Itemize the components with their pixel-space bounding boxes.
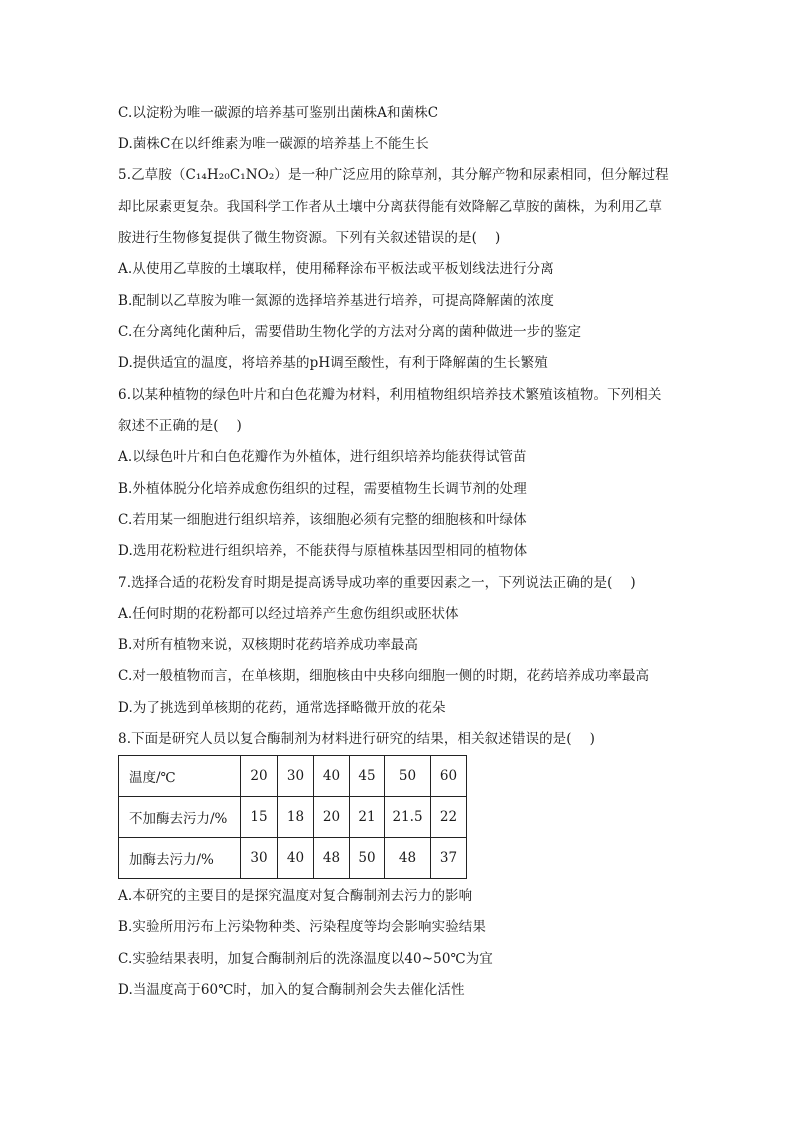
row-label: 温度/℃: [119, 756, 241, 797]
table-cell: 45: [350, 756, 385, 797]
text-line-18: C.对一般植物而言，在单核期，细胞核由中央移向细胞一侧的时期，花药培养成功率最高: [118, 668, 650, 684]
table-cell: 22: [431, 797, 467, 838]
table-cell: 21.5: [385, 797, 431, 838]
row-label: 加酶去污力/%: [119, 838, 241, 879]
text-line-10: 叙述不正确的是( ): [118, 418, 242, 434]
text-line-5: A.从使用乙草胺的土壤取样，使用稀释涂布平板法或平板划线法进行分离: [118, 261, 554, 277]
table-row: [119, 756, 467, 797]
text-line-2: 5.乙草胺（C₁₄H₂₀C₁NO₂）是一种广泛应用的除草剂，其分解产物和尿素相同，但分解过程: [118, 167, 669, 183]
text-line-11: A.以绿色叶片和白色花瓣作为外植体，进行组织培养均能获得试管苗: [118, 449, 527, 465]
table-cell: 20: [241, 756, 278, 797]
table-cell: 30: [241, 838, 278, 879]
table-cell: 50: [350, 838, 385, 879]
text-line-14: D.选用花粉粒进行组织培养，不能获得与原植株基因型相同的植物体: [118, 543, 528, 559]
table-row: [119, 797, 467, 838]
text-line-4: 胺进行生物修复提供了微生物资源。下列有关叙述错误的是( ): [118, 230, 501, 246]
table-row: [119, 838, 467, 879]
table-cell: 48: [385, 838, 431, 879]
option-line-2: C.实验结果表明，加复合酶制剂后的洗涤温度以40~50℃为宜: [118, 951, 493, 967]
text-line-12: B.外植体脱分化培养成愈伤组织的过程，需要植物生长调节剂的处理: [118, 481, 527, 497]
text-line-3: 却比尿素更复杂。我国科学工作者从土壤中分离获得能有效降解乙草胺的菌株，为利用乙草: [118, 199, 662, 215]
text-line-20: 8.下面是研究人员以复合酶制剂为材料进行研究的结果，相关叙述错误的是( ): [118, 731, 596, 747]
text-line-6: B.配制以乙草胺为唯一氮源的选择培养基进行培养，可提高降解菌的浓度: [118, 293, 555, 309]
table-cell: 60: [431, 756, 467, 797]
table-cell: 18: [278, 797, 314, 838]
text-line-0: C.以淀粉为唯一碳源的培养基可鉴别出菌株A和菌株C: [118, 105, 439, 121]
table-cell: 21: [350, 797, 385, 838]
table-cell: 48: [314, 838, 350, 879]
table-cell: 40: [314, 756, 350, 797]
option-line-0: A.本研究的主要目的是探究温度对复合酶制剂去污力的影响: [118, 888, 473, 904]
enzyme-results-table: [118, 755, 467, 879]
option-line-1: B.实验所用污布上污染物种类、污染程度等均会影响实验结果: [118, 919, 487, 935]
option-line-3: D.当温度高于60℃时，加入的复合酶制剂会失去催化活性: [118, 982, 465, 998]
text-line-17: B.对所有植物来说，双核期时花药培养成功率最高: [118, 637, 419, 653]
table-cell: 40: [278, 838, 314, 879]
text-line-15: 7.选择合适的花粉发育时期是提高诱导成功率的重要因素之一，下列说法正确的是( ): [118, 575, 636, 591]
table-cell: 37: [431, 838, 467, 879]
text-line-16: A.任何时期的花粉都可以经过培养产生愈伤组织或胚状体: [118, 606, 459, 622]
row-label: 不加酶去污力/%: [119, 797, 241, 838]
table-cell: 20: [314, 797, 350, 838]
text-line-8: D.提供适宜的温度，将培养基的pH调至酸性，有利于降解菌的生长繁殖: [118, 355, 548, 371]
text-line-1: D.菌株C在以纤维素为唯一碳源的培养基上不能生长: [118, 136, 429, 152]
text-line-7: C.在分离纯化菌种后，需要借助生物化学的方法对分离的菌种做进一步的鉴定: [118, 324, 582, 340]
table-cell: 50: [385, 756, 431, 797]
text-line-13: C.若用某一细胞进行组织培养，该细胞必须有完整的细胞核和叶绿体: [118, 512, 527, 528]
table-cell: 30: [278, 756, 314, 797]
text-line-19: D.为了挑选到单核期的花药，通常选择略微开放的花朵: [118, 700, 446, 716]
table-cell: 15: [241, 797, 278, 838]
text-line-9: 6.以某种植物的绿色叶片和白色花瓣为材料，利用植物组织培养技术繁殖该植物。下列相关: [118, 387, 662, 403]
